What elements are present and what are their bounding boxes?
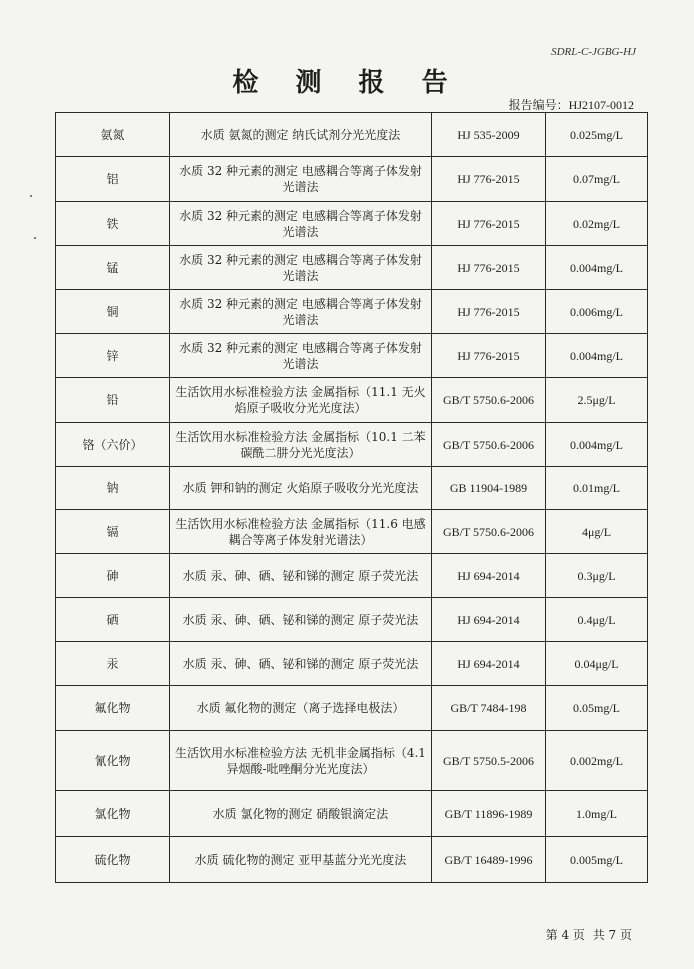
standard-cell: GB/T 5750.6-2006 <box>432 423 546 467</box>
report-number-value: HJ2107-0012 <box>568 98 634 112</box>
table-row <box>56 290 648 334</box>
table-row <box>56 334 648 378</box>
item-cell: 锌 <box>56 334 170 378</box>
standard-cell: HJ 535-2009 <box>432 113 546 157</box>
item-cell: 氯化物 <box>56 791 170 837</box>
method-cell: 生活饮用水标准检验方法 无机非金属指标（4.1 异烟酸-吡唑酮分光光度法） <box>170 731 432 791</box>
item-cell: 氨氮 <box>56 113 170 157</box>
item-cell: 氟化物 <box>56 686 170 731</box>
item-cell: 钠 <box>56 467 170 510</box>
report-number-label: 报告编号： <box>508 98 569 112</box>
method-cell: 水质 汞、砷、硒、铋和锑的测定 原子荧光法 <box>170 554 432 598</box>
table-row <box>56 554 648 598</box>
item-cell: 硒 <box>56 598 170 642</box>
item-cell: 硫化物 <box>56 837 170 883</box>
detection-limit-cell: 0.025mg/L <box>546 113 648 157</box>
standard-cell: HJ 694-2014 <box>432 642 546 686</box>
table-row <box>56 791 648 837</box>
standard-cell: HJ 776-2015 <box>432 290 546 334</box>
method-cell: 水质 氟化物的测定（离子选择电极法） <box>170 686 432 731</box>
method-cell: 生活饮用水标准检验方法 金属指标（11.6 电感耦合等离子体发射光谱法） <box>170 510 432 554</box>
detection-limit-cell: 2.5μg/L <box>546 378 648 423</box>
document-code: SDRL-C-JGBG-HJ <box>551 46 636 58</box>
table-row <box>56 157 648 202</box>
item-cell: 铬（六价） <box>56 423 170 467</box>
method-cell: 水质 汞、砷、硒、铋和锑的测定 原子荧光法 <box>170 598 432 642</box>
standard-cell: GB/T 11896-1989 <box>432 791 546 837</box>
item-cell: 铅 <box>56 378 170 423</box>
item-cell: 铝 <box>56 157 170 202</box>
test-method-table <box>55 112 648 883</box>
standard-cell: GB/T 7484-198 <box>432 686 546 731</box>
table-row <box>56 510 648 554</box>
method-cell: 生活饮用水标准检验方法 金属指标（10.1 二苯碳酰二肼分光光度法） <box>170 423 432 467</box>
table-row <box>56 246 648 290</box>
method-cell: 水质 32 种元素的测定 电感耦合等离子体发射光谱法 <box>170 334 432 378</box>
standard-cell: HJ 694-2014 <box>432 554 546 598</box>
report-number <box>509 96 634 113</box>
table-row <box>56 731 648 791</box>
item-cell: 铜 <box>56 290 170 334</box>
standard-cell: GB/T 5750.5-2006 <box>432 731 546 791</box>
detection-limit-cell: 4μg/L <box>546 510 648 554</box>
page-current: 第 4 页 <box>545 928 585 942</box>
table-row <box>56 423 648 467</box>
table-row <box>56 467 648 510</box>
standard-cell: GB/T 16489-1996 <box>432 837 546 883</box>
detection-limit-cell: 0.004mg/L <box>546 246 648 290</box>
detection-limit-cell: 0.07mg/L <box>546 157 648 202</box>
method-cell: 水质 氨氮的测定 纳氏试剂分光光度法 <box>170 113 432 157</box>
report-title: 检 测 报 告 <box>232 68 462 98</box>
method-cell: 水质 32 种元素的测定 电感耦合等离子体发射光谱法 <box>170 246 432 290</box>
method-cell: 水质 钾和钠的测定 火焰原子吸收分光光度法 <box>170 467 432 510</box>
item-cell: 砷 <box>56 554 170 598</box>
detection-limit-cell: 0.006mg/L <box>546 290 648 334</box>
method-cell: 生活饮用水标准检验方法 金属指标（11.1 无火焰原子吸收分光光度法） <box>170 378 432 423</box>
detection-limit-cell: 0.3μg/L <box>546 554 648 598</box>
standard-cell: HJ 776-2015 <box>432 157 546 202</box>
item-cell: 铁 <box>56 202 170 246</box>
scan-speck <box>34 237 36 239</box>
method-cell: 水质 汞、砷、硒、铋和锑的测定 原子荧光法 <box>170 642 432 686</box>
table-row <box>56 686 648 731</box>
method-cell: 水质 32 种元素的测定 电感耦合等离子体发射光谱法 <box>170 290 432 334</box>
method-cell: 水质 氯化物的测定 硝酸银滴定法 <box>170 791 432 837</box>
item-cell: 汞 <box>56 642 170 686</box>
item-cell: 镉 <box>56 510 170 554</box>
detection-limit-cell: 0.002mg/L <box>546 731 648 791</box>
standard-cell: HJ 694-2014 <box>432 598 546 642</box>
detection-limit-cell: 0.005mg/L <box>546 837 648 883</box>
standard-cell: HJ 776-2015 <box>432 246 546 290</box>
table-row <box>56 642 648 686</box>
table-row <box>56 113 648 157</box>
detection-limit-cell: 0.05mg/L <box>546 686 648 731</box>
table-row <box>56 837 648 883</box>
page-total: 共 7 页 <box>592 928 632 942</box>
standard-cell: GB/T 5750.6-2006 <box>432 510 546 554</box>
standard-cell: GB 11904-1989 <box>432 467 546 510</box>
method-cell: 水质 硫化物的测定 亚甲基蓝分光光度法 <box>170 837 432 883</box>
standard-cell: GB/T 5750.6-2006 <box>432 378 546 423</box>
method-cell: 水质 32 种元素的测定 电感耦合等离子体发射光谱法 <box>170 157 432 202</box>
table-row <box>56 378 648 423</box>
detection-limit-cell: 0.004mg/L <box>546 423 648 467</box>
detection-limit-cell: 0.02mg/L <box>546 202 648 246</box>
detection-limit-cell: 0.01mg/L <box>546 467 648 510</box>
page-number <box>542 926 632 943</box>
detection-limit-cell: 0.4μg/L <box>546 598 648 642</box>
table-row <box>56 202 648 246</box>
item-cell: 锰 <box>56 246 170 290</box>
standard-cell: HJ 776-2015 <box>432 334 546 378</box>
detection-limit-cell: 0.04μg/L <box>546 642 648 686</box>
scan-speck <box>30 195 32 197</box>
table-row <box>56 598 648 642</box>
item-cell: 氰化物 <box>56 731 170 791</box>
detection-limit-cell: 1.0mg/L <box>546 791 648 837</box>
method-cell: 水质 32 种元素的测定 电感耦合等离子体发射光谱法 <box>170 202 432 246</box>
detection-limit-cell: 0.004mg/L <box>546 334 648 378</box>
standard-cell: HJ 776-2015 <box>432 202 546 246</box>
